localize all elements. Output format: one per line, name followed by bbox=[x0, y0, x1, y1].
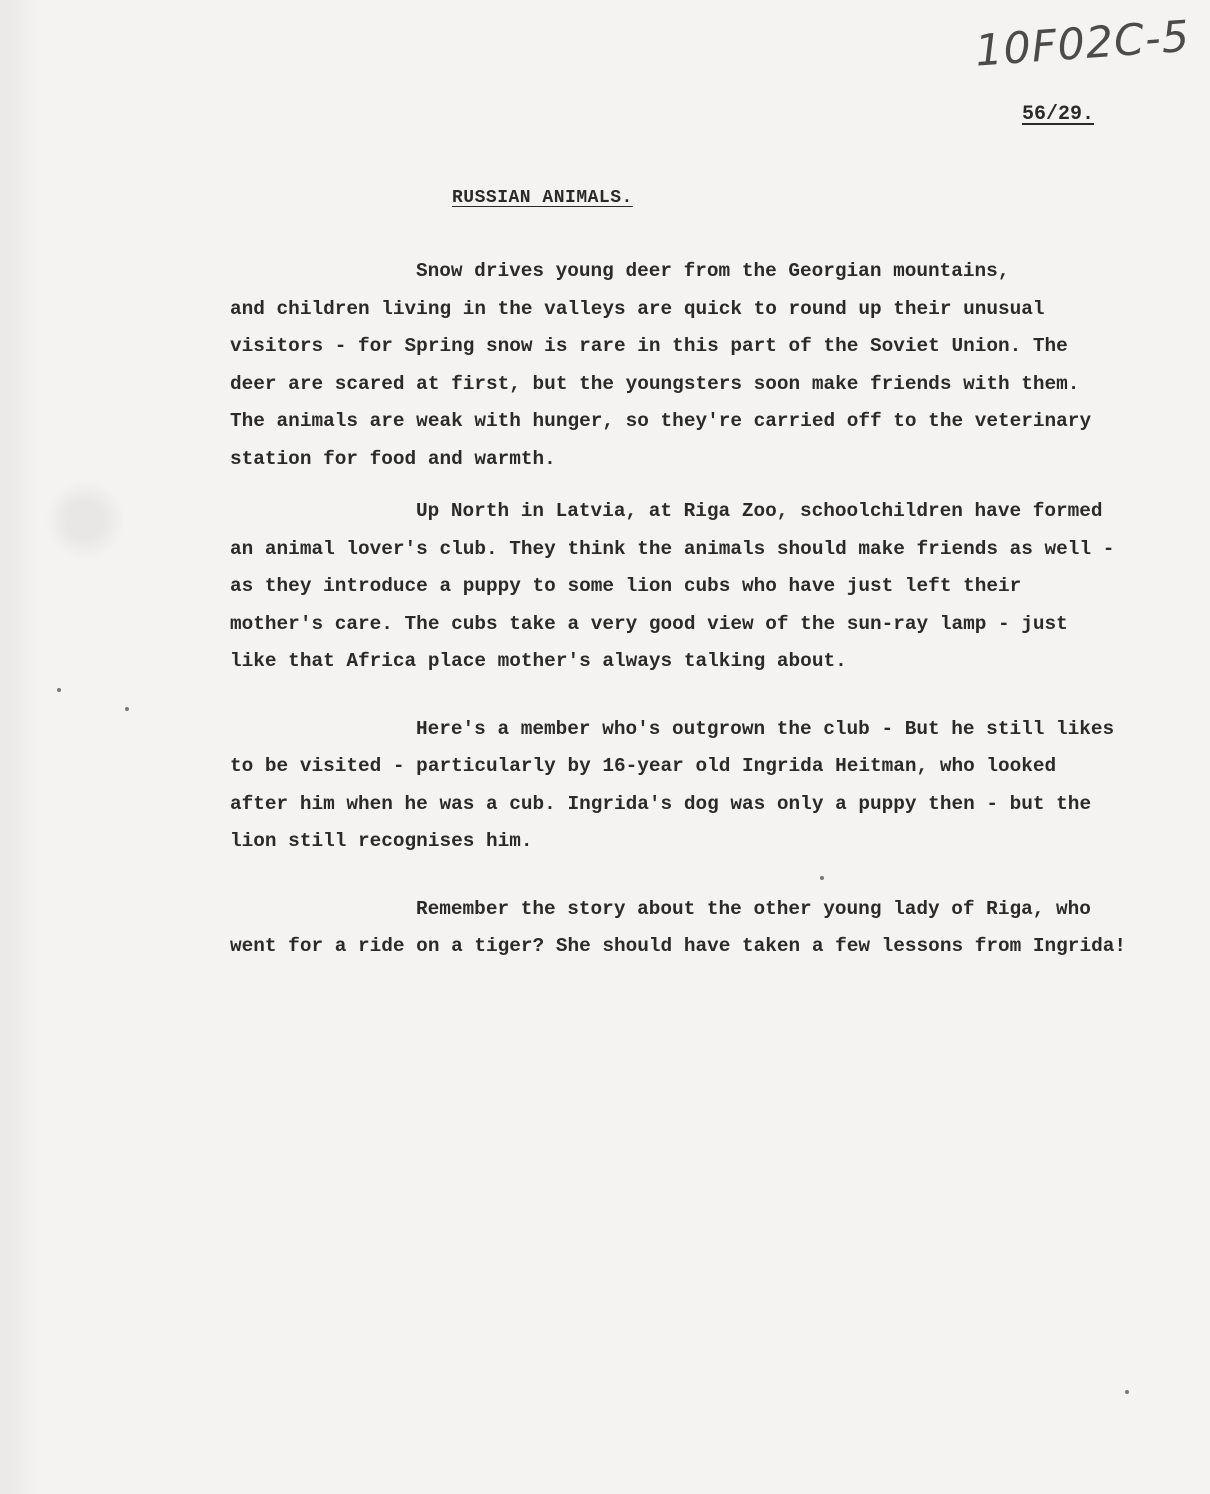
paper-speck bbox=[57, 688, 61, 692]
text-line: Remember the story about the other young lady of Riga, who bbox=[416, 897, 1091, 920]
text-line: Up North in Latvia, at Riga Zoo, schoolchildren have formed bbox=[416, 500, 1103, 522]
paper-speck bbox=[125, 707, 129, 711]
page-reference-number: 56/29. bbox=[1022, 103, 1095, 126]
text-line: an animal lover's club. They think the animals should make friends as well - bbox=[230, 537, 1115, 560]
paper-speck bbox=[1125, 1390, 1129, 1394]
text-line: went for a ride on a tiger? She should have taken a few lessons from Ingrida! bbox=[230, 935, 1126, 957]
document-body bbox=[230, 253, 1205, 981]
text-line: mother's care. The cubs take a very good view of the sun-ray lamp - just bbox=[230, 612, 1068, 635]
text-line: deer are scared at first, but the youngsters soon make friends with them. bbox=[230, 372, 1080, 395]
document-title: RUSSIAN ANIMALS. bbox=[452, 188, 633, 208]
paragraph-1 bbox=[230, 253, 1205, 478]
handwritten-archive-number: 10F02C-5 bbox=[973, 11, 1192, 77]
text-line: and children living in the valleys are quick to round up their unusual bbox=[230, 297, 1045, 320]
paragraph-3 bbox=[230, 711, 1205, 861]
paragraph-2 bbox=[230, 493, 1205, 681]
text-line: Here's a member who's outgrown the club - But he still likes bbox=[416, 717, 1115, 740]
text-line: Snow drives young deer from the Georgian mountains, bbox=[416, 260, 1010, 282]
paragraph-4 bbox=[230, 891, 1205, 966]
text-line: lion still recognises him. bbox=[230, 830, 533, 852]
text-line: as they introduce a puppy to some lion cubs who have just left their bbox=[230, 575, 1022, 597]
text-line: like that Africa place mother's always talking about. bbox=[230, 650, 847, 672]
text-line: after him when he was a cub. Ingrida's dog was only a puppy then - but the bbox=[230, 792, 1092, 815]
text-line: visitors - for Spring snow is rare in this part of the Soviet Union. The bbox=[230, 335, 1068, 357]
paper-speck bbox=[820, 876, 824, 880]
text-line: station for food and warmth. bbox=[230, 447, 556, 470]
text-line: The animals are weak with hunger, so they're carried off to the veterinary bbox=[230, 410, 1092, 432]
text-line: to be visited - particularly by 16-year old Ingrida Heitman, who looked bbox=[230, 755, 1057, 777]
